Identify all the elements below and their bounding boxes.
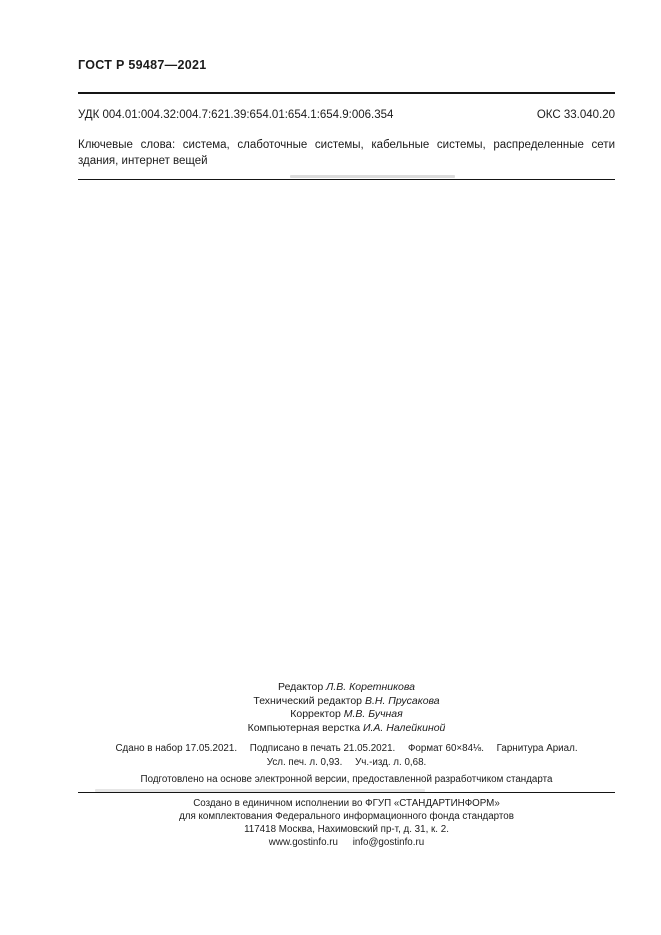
document-code: ГОСТ Р 59487—2021 — [78, 58, 207, 72]
imprint-typeset-date: Сдано в набор 17.05.2021. — [115, 743, 238, 754]
bottom-divider — [78, 792, 615, 793]
imprint-block — [78, 742, 615, 770]
imprint-printed-sheets: Усл. печ. л. 0,93. — [266, 757, 343, 768]
udk-code: УДК 004.01:004.32:004.7:621.39:654.01:654.1:654.9:006.354 — [78, 109, 394, 121]
credit-line — [78, 722, 615, 736]
credit-role: Корректор — [290, 708, 341, 720]
classification-row — [78, 109, 615, 121]
middle-divider — [78, 179, 615, 180]
credits-block — [78, 681, 615, 735]
publisher-website: www.gostinfo.ru — [268, 837, 338, 848]
imprint-print-date: Подписано в печать 21.05.2021. — [249, 743, 396, 754]
keywords-paragraph: Ключевые слова: система, слаботочные системы, кабельные системы, распределенные сети здания, интернет вещей — [78, 139, 615, 167]
imprint-line — [78, 742, 615, 756]
credit-name: М.В. Бучная — [343, 708, 403, 720]
publisher-block — [78, 797, 615, 849]
publisher-contacts — [78, 836, 615, 849]
credit-line — [78, 708, 615, 722]
imprint-typeface: Гарнитура Ариал. — [496, 743, 578, 754]
publisher-line: Создано в единичном исполнении во ФГУП «СТАНДАРТИНФОРМ» — [193, 798, 500, 809]
credit-line — [78, 695, 615, 709]
credit-role: Редактор — [278, 681, 324, 693]
publisher-address: 117418 Москва, Нахимовский пр-т, д. 31, к. 2. — [244, 824, 449, 835]
publisher-email: info@gostinfo.ru — [352, 837, 425, 848]
credit-name: Л.В. Коретникова — [326, 681, 415, 693]
scan-artifact — [290, 175, 455, 178]
credit-name: И.А. Налейкиной — [362, 721, 446, 734]
credit-role: Технический редактор — [253, 694, 363, 707]
publisher-line: для комплектования Федерального информационного фонда стандартов — [179, 811, 514, 822]
credit-role: Компьютерная верстка — [247, 721, 361, 734]
credit-name: В.Н. Прусакова — [364, 694, 440, 707]
imprint-publisher-sheets: Уч.-изд. л. 0,68. — [355, 757, 427, 768]
top-divider — [78, 92, 615, 94]
imprint-line — [78, 756, 615, 770]
imprint-format: Формат 60×84⅛. — [407, 743, 484, 754]
credit-line — [78, 681, 615, 695]
oks-code: ОКС 33.040.20 — [536, 109, 615, 121]
prepared-note: Подготовлено на основе электронной версии, предоставленной разработчиком стандарта — [140, 774, 553, 785]
